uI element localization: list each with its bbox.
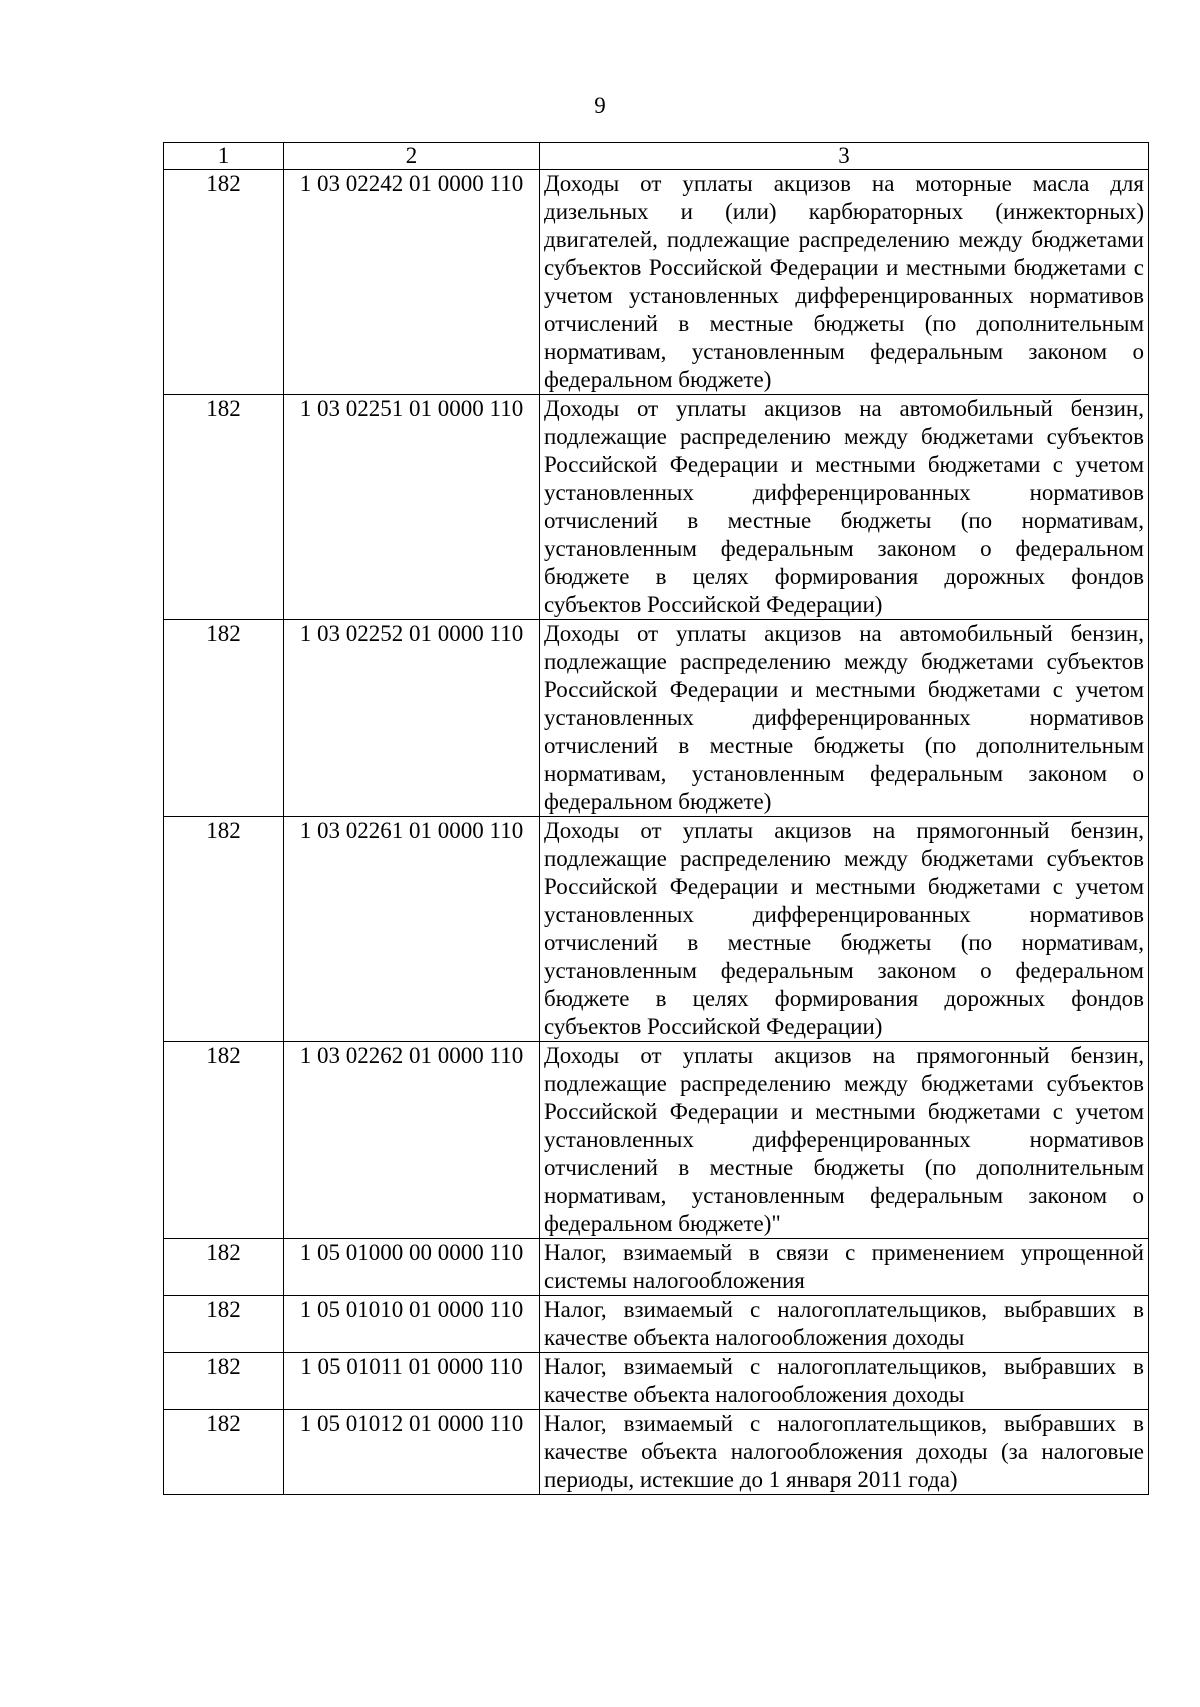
admin-code-cell: 182 <box>164 1042 284 1239</box>
revenue-code-cell: 1 05 01000 00 0000 110 <box>284 1239 540 1296</box>
table-row <box>164 1239 1149 1296</box>
description-cell: Налог, взимаемый с налогоплательщиков, выбравших в качестве объекта налогообложения доходы (за налоговые периоды, истекшие до 1 января 2011 года) <box>540 1410 1149 1495</box>
description-cell: Доходы от уплаты акцизов на прямогонный бензин, подлежащие распределению между бюджетами субъектов Российской Федерации и местными бюджетами с учетом установленных дифференцированных нормативов отчислений в местные бюджеты (по нормативам, установленным федеральным законом о федеральном бюджете в целях формирования дорожных фондов субъектов Российской Федерации) <box>540 817 1149 1042</box>
revenue-code-cell: 1 03 02242 01 0000 110 <box>284 170 540 395</box>
header-col-3: 3 <box>540 143 1149 170</box>
description-cell: Налог, взимаемый с налогоплательщиков, выбравших в качестве объекта налогообложения доходы <box>540 1353 1149 1410</box>
table-header-row <box>164 143 1149 170</box>
page-number: 9 <box>594 93 606 118</box>
revenue-code-cell: 1 03 02251 01 0000 110 <box>284 395 540 620</box>
revenue-code-cell: 1 05 01010 01 0000 110 <box>284 1296 540 1353</box>
table-row <box>164 1353 1149 1410</box>
header-col-1: 1 <box>164 143 284 170</box>
revenue-code-cell: 1 03 02261 01 0000 110 <box>284 817 540 1042</box>
budget-classification-table <box>163 142 1149 1495</box>
description-cell: Доходы от уплаты акцизов на автомобильный бензин, подлежащие распределению между бюджетами субъектов Российской Федерации и местными бюджетами с учетом установленных дифференцированных нормативов отчислений в местные бюджеты (по дополнительным нормативам, установленным федеральным законом о федеральном бюджете) <box>540 620 1149 817</box>
description-cell: Доходы от уплаты акцизов на прямогонный бензин, подлежащие распределению между бюджетами субъектов Российской Федерации и местными бюджетами с учетом установленных дифференцированных нормативов отчислений в местные бюджеты (по дополнительным нормативам, установленным федеральным законом о федеральном бюджете)" <box>540 1042 1149 1239</box>
revenue-code-cell: 1 05 01012 01 0000 110 <box>284 1410 540 1495</box>
table-row <box>164 1296 1149 1353</box>
table-row <box>164 395 1149 620</box>
admin-code-cell: 182 <box>164 1353 284 1410</box>
table-row <box>164 1042 1149 1239</box>
admin-code-cell: 182 <box>164 817 284 1042</box>
admin-code-cell: 182 <box>164 170 284 395</box>
description-cell: Доходы от уплаты акцизов на автомобильный бензин, подлежащие распределению между бюджетами субъектов Российской Федерации и местными бюджетами с учетом установленных дифференцированных нормативов отчислений в местные бюджеты (по нормативам, установленным федеральным законом о федеральном бюджете в целях формирования дорожных фондов субъектов Российской Федерации) <box>540 395 1149 620</box>
header-col-2: 2 <box>284 143 540 170</box>
description-cell: Налог, взимаемый в связи с применением упрощенной системы налогообложения <box>540 1239 1149 1296</box>
admin-code-cell: 182 <box>164 1239 284 1296</box>
revenue-code-cell: 1 03 02252 01 0000 110 <box>284 620 540 817</box>
admin-code-cell: 182 <box>164 395 284 620</box>
description-cell: Доходы от уплаты акцизов на моторные масла для дизельных и (или) карбюраторных (инжекторных) двигателей, подлежащие распределению между бюджетами субъектов Российской Федерации и местными бюджетами с учетом установленных дифференцированных нормативов отчислений в местные бюджеты (по дополнительным нормативам, установленным федеральным законом о федеральном бюджете) <box>540 170 1149 395</box>
admin-code-cell: 182 <box>164 1410 284 1495</box>
admin-code-cell: 182 <box>164 620 284 817</box>
table-row <box>164 817 1149 1042</box>
admin-code-cell: 182 <box>164 1296 284 1353</box>
table-row <box>164 1410 1149 1495</box>
description-cell: Налог, взимаемый с налогоплательщиков, выбравших в качестве объекта налогообложения доходы <box>540 1296 1149 1353</box>
revenue-code-cell: 1 03 02262 01 0000 110 <box>284 1042 540 1239</box>
table-row <box>164 170 1149 395</box>
revenue-code-cell: 1 05 01011 01 0000 110 <box>284 1353 540 1410</box>
table-row <box>164 620 1149 817</box>
